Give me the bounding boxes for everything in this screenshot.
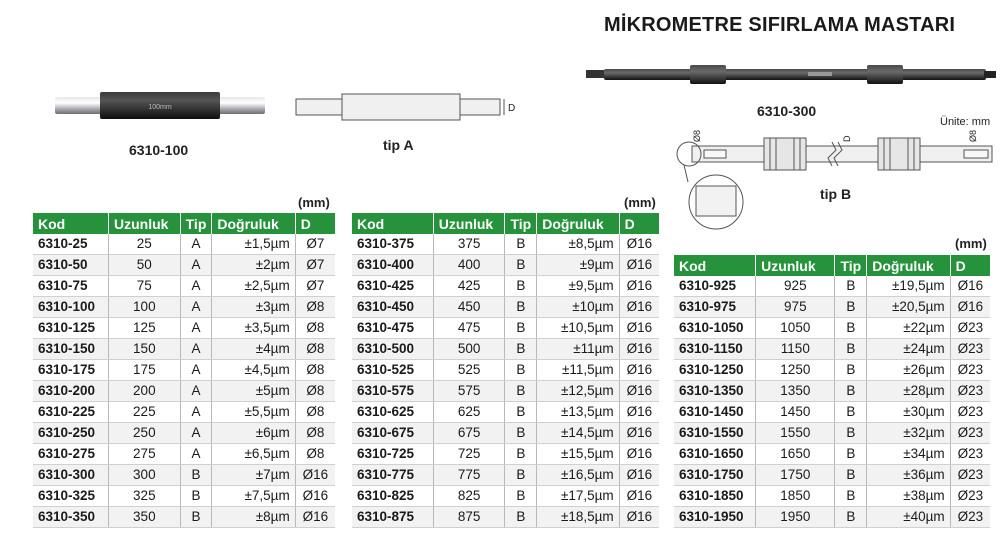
cell-dogruluk: ±2,5µm bbox=[212, 276, 295, 297]
table-row bbox=[352, 255, 659, 276]
cell-dogruluk: ±19,5µm bbox=[867, 276, 950, 297]
cell-d: Ø7 bbox=[295, 255, 335, 276]
cell-uzunluk: 825 bbox=[433, 486, 505, 507]
rod-300-image bbox=[586, 62, 998, 88]
table-row bbox=[352, 318, 659, 339]
cell-kod: 6310-175 bbox=[33, 360, 109, 381]
cell-dogruluk: ±11,5µm bbox=[537, 360, 619, 381]
cell-dogruluk: ±8µm bbox=[212, 507, 295, 528]
cell-d: Ø7 bbox=[295, 234, 335, 255]
cell-d: Ø16 bbox=[295, 507, 335, 528]
table-row bbox=[352, 486, 659, 507]
cell-kod: 6310-150 bbox=[33, 339, 109, 360]
table-header-row bbox=[352, 213, 659, 234]
cell-d: Ø23 bbox=[950, 444, 990, 465]
cell-dogruluk: ±18,5µm bbox=[537, 507, 619, 528]
table-row bbox=[352, 297, 659, 318]
cell-dogruluk: ±30µm bbox=[867, 402, 950, 423]
table-row bbox=[674, 297, 990, 318]
cell-kod: 6310-825 bbox=[352, 486, 433, 507]
cell-kod: 6310-775 bbox=[352, 465, 433, 486]
table-row bbox=[674, 465, 990, 486]
cell-tip: B bbox=[505, 339, 537, 360]
unit-note: Ünite: mm bbox=[940, 116, 991, 128]
column-header-uzunluk: Uzunluk bbox=[109, 213, 181, 234]
table-row bbox=[674, 486, 990, 507]
cell-uzunluk: 1950 bbox=[756, 507, 835, 528]
cell-uzunluk: 1450 bbox=[756, 402, 835, 423]
cell-dogruluk: ±2µm bbox=[212, 255, 295, 276]
cell-uzunluk: 150 bbox=[109, 339, 181, 360]
table-header-row bbox=[33, 213, 335, 234]
table-row bbox=[33, 339, 335, 360]
cell-d: Ø8 bbox=[295, 360, 335, 381]
cell-d: Ø16 bbox=[619, 360, 659, 381]
cell-dogruluk: ±11µm bbox=[537, 339, 619, 360]
cell-kod: 6310-1750 bbox=[674, 465, 756, 486]
cell-d: Ø7 bbox=[295, 276, 335, 297]
cell-d: Ø23 bbox=[950, 339, 990, 360]
cell-uzunluk: 300 bbox=[109, 465, 181, 486]
cell-tip: A bbox=[180, 339, 212, 360]
cell-uzunluk: 75 bbox=[109, 276, 181, 297]
cell-kod: 6310-75 bbox=[33, 276, 109, 297]
cell-dogruluk: ±9µm bbox=[537, 255, 619, 276]
cell-tip: B bbox=[835, 507, 867, 528]
cell-kod: 6310-1050 bbox=[674, 318, 756, 339]
cell-uzunluk: 200 bbox=[109, 381, 181, 402]
column-header-d: D bbox=[295, 213, 335, 234]
cell-kod: 6310-675 bbox=[352, 423, 433, 444]
table-row bbox=[33, 465, 335, 486]
cell-kod: 6310-1850 bbox=[674, 486, 756, 507]
table-row bbox=[33, 402, 335, 423]
cell-d: Ø8 bbox=[295, 297, 335, 318]
table-row bbox=[352, 381, 659, 402]
cell-tip: B bbox=[505, 381, 537, 402]
column-header-d: D bbox=[619, 213, 659, 234]
column-header-kod: Kod bbox=[674, 255, 756, 276]
table-row bbox=[352, 339, 659, 360]
cell-d: Ø23 bbox=[950, 486, 990, 507]
table-row bbox=[33, 444, 335, 465]
rod-100-caption: 6310-100 bbox=[129, 142, 189, 158]
cell-dogruluk: ±38µm bbox=[867, 486, 950, 507]
cell-d: Ø8 bbox=[295, 423, 335, 444]
cell-uzunluk: 1550 bbox=[756, 423, 835, 444]
cell-dogruluk: ±40µm bbox=[867, 507, 950, 528]
cell-kod: 6310-1550 bbox=[674, 423, 756, 444]
cell-kod: 6310-500 bbox=[352, 339, 433, 360]
cell-uzunluk: 525 bbox=[433, 360, 505, 381]
cell-tip: A bbox=[180, 381, 212, 402]
table-header-row bbox=[674, 255, 990, 276]
cell-kod: 6310-400 bbox=[352, 255, 433, 276]
cell-kod: 6310-100 bbox=[33, 297, 109, 318]
cell-d: Ø23 bbox=[950, 318, 990, 339]
cell-kod: 6310-925 bbox=[674, 276, 756, 297]
cell-tip: B bbox=[505, 507, 537, 528]
cell-dogruluk: ±17,5µm bbox=[537, 486, 619, 507]
table-row bbox=[33, 276, 335, 297]
cell-tip: B bbox=[505, 444, 537, 465]
cell-tip: A bbox=[180, 402, 212, 423]
cell-kod: 6310-875 bbox=[352, 507, 433, 528]
cell-dogruluk: ±4,5µm bbox=[212, 360, 295, 381]
table-row bbox=[33, 297, 335, 318]
cell-uzunluk: 675 bbox=[433, 423, 505, 444]
cell-d: Ø16 bbox=[950, 276, 990, 297]
cell-dogruluk: ±5,5µm bbox=[212, 402, 295, 423]
cell-kod: 6310-275 bbox=[33, 444, 109, 465]
table-row bbox=[33, 318, 335, 339]
tip-b-drawing bbox=[664, 128, 996, 230]
cell-uzunluk: 500 bbox=[433, 339, 505, 360]
cell-uzunluk: 400 bbox=[433, 255, 505, 276]
cell-uzunluk: 175 bbox=[109, 360, 181, 381]
cell-kod: 6310-1150 bbox=[674, 339, 756, 360]
cell-kod: 6310-1250 bbox=[674, 360, 756, 381]
cell-d: Ø8 bbox=[295, 444, 335, 465]
cell-dogruluk: ±24µm bbox=[867, 339, 950, 360]
cell-kod: 6310-250 bbox=[33, 423, 109, 444]
tip-b-dimension-left: Ø8 bbox=[692, 129, 702, 142]
cell-dogruluk: ±1,5µm bbox=[212, 234, 295, 255]
table-row bbox=[33, 360, 335, 381]
table-row bbox=[674, 381, 990, 402]
cell-dogruluk: ±16,5µm bbox=[537, 465, 619, 486]
cell-tip: B bbox=[505, 318, 537, 339]
cell-uzunluk: 625 bbox=[433, 402, 505, 423]
cell-d: Ø8 bbox=[295, 402, 335, 423]
cell-uzunluk: 125 bbox=[109, 318, 181, 339]
cell-uzunluk: 775 bbox=[433, 465, 505, 486]
table-row bbox=[352, 423, 659, 444]
cell-d: Ø23 bbox=[950, 423, 990, 444]
tip-a-dimension-label: D bbox=[508, 103, 516, 114]
cell-tip: B bbox=[180, 507, 212, 528]
cell-dogruluk: ±3µm bbox=[212, 297, 295, 318]
table-row bbox=[674, 507, 990, 528]
cell-dogruluk: ±10µm bbox=[537, 297, 619, 318]
table-row bbox=[674, 444, 990, 465]
cell-tip: B bbox=[835, 465, 867, 486]
table-row bbox=[674, 360, 990, 381]
cell-tip: B bbox=[505, 297, 537, 318]
cell-d: Ø23 bbox=[950, 465, 990, 486]
tip-b-caption: tip B bbox=[820, 186, 852, 202]
cell-kod: 6310-625 bbox=[352, 402, 433, 423]
column-header-kod: Kod bbox=[33, 213, 109, 234]
cell-tip: B bbox=[505, 465, 537, 486]
cell-dogruluk: ±36µm bbox=[867, 465, 950, 486]
table-row bbox=[33, 486, 335, 507]
cell-tip: B bbox=[835, 339, 867, 360]
table-3-unit: (mm) bbox=[955, 236, 987, 251]
table-row bbox=[674, 402, 990, 423]
cell-tip: A bbox=[180, 234, 212, 255]
cell-kod: 6310-450 bbox=[352, 297, 433, 318]
cell-dogruluk: ±26µm bbox=[867, 360, 950, 381]
cell-dogruluk: ±14,5µm bbox=[537, 423, 619, 444]
cell-tip: B bbox=[180, 486, 212, 507]
cell-uzunluk: 475 bbox=[433, 318, 505, 339]
cell-d: Ø8 bbox=[295, 381, 335, 402]
tip-a-caption: tip A bbox=[383, 137, 414, 153]
cell-tip: A bbox=[180, 444, 212, 465]
cell-dogruluk: ±15,5µm bbox=[537, 444, 619, 465]
column-header-uzunluk: Uzunluk bbox=[756, 255, 835, 276]
cell-kod: 6310-1650 bbox=[674, 444, 756, 465]
cell-kod: 6310-525 bbox=[352, 360, 433, 381]
cell-tip: A bbox=[180, 318, 212, 339]
table-row bbox=[33, 255, 335, 276]
cell-kod: 6310-425 bbox=[352, 276, 433, 297]
cell-uzunluk: 325 bbox=[109, 486, 181, 507]
cell-uzunluk: 1850 bbox=[756, 486, 835, 507]
cell-uzunluk: 275 bbox=[109, 444, 181, 465]
cell-uzunluk: 1150 bbox=[756, 339, 835, 360]
table-2-unit: (mm) bbox=[624, 195, 656, 210]
cell-kod: 6310-1450 bbox=[674, 402, 756, 423]
rod-300-caption: 6310-300 bbox=[757, 103, 817, 119]
cell-dogruluk: ±22µm bbox=[867, 318, 950, 339]
table-row bbox=[352, 276, 659, 297]
cell-uzunluk: 725 bbox=[433, 444, 505, 465]
cell-kod: 6310-225 bbox=[33, 402, 109, 423]
cell-uzunluk: 1250 bbox=[756, 360, 835, 381]
table-row bbox=[33, 423, 335, 444]
cell-uzunluk: 1650 bbox=[756, 444, 835, 465]
cell-uzunluk: 350 bbox=[109, 507, 181, 528]
cell-d: Ø16 bbox=[619, 423, 659, 444]
table-row bbox=[674, 423, 990, 444]
cell-dogruluk: ±20,5µm bbox=[867, 297, 950, 318]
cell-d: Ø16 bbox=[619, 402, 659, 423]
cell-kod: 6310-200 bbox=[33, 381, 109, 402]
rod-100-engraving: 100mm bbox=[148, 104, 172, 111]
cell-dogruluk: ±3,5µm bbox=[212, 318, 295, 339]
table-row bbox=[352, 507, 659, 528]
cell-uzunluk: 875 bbox=[433, 507, 505, 528]
cell-tip: B bbox=[505, 276, 537, 297]
cell-dogruluk: ±34µm bbox=[867, 444, 950, 465]
cell-tip: B bbox=[505, 255, 537, 276]
cell-uzunluk: 1050 bbox=[756, 318, 835, 339]
cell-dogruluk: ±28µm bbox=[867, 381, 950, 402]
cell-uzunluk: 575 bbox=[433, 381, 505, 402]
cell-uzunluk: 25 bbox=[109, 234, 181, 255]
table-row bbox=[674, 276, 990, 297]
cell-dogruluk: ±6,5µm bbox=[212, 444, 295, 465]
cell-dogruluk: ±9,5µm bbox=[537, 276, 619, 297]
cell-uzunluk: 250 bbox=[109, 423, 181, 444]
table-1-unit: (mm) bbox=[298, 195, 330, 210]
cell-d: Ø8 bbox=[295, 339, 335, 360]
cell-d: Ø16 bbox=[619, 381, 659, 402]
cell-kod: 6310-325 bbox=[33, 486, 109, 507]
cell-d: Ø16 bbox=[619, 507, 659, 528]
cell-tip: B bbox=[835, 402, 867, 423]
table-row bbox=[674, 318, 990, 339]
cell-uzunluk: 100 bbox=[109, 297, 181, 318]
cell-tip: B bbox=[835, 318, 867, 339]
cell-d: Ø16 bbox=[619, 234, 659, 255]
column-header-uzunluk: Uzunluk bbox=[433, 213, 505, 234]
cell-tip: B bbox=[835, 486, 867, 507]
cell-d: Ø16 bbox=[619, 276, 659, 297]
cell-kod: 6310-25 bbox=[33, 234, 109, 255]
cell-tip: B bbox=[835, 360, 867, 381]
cell-d: Ø16 bbox=[619, 486, 659, 507]
cell-dogruluk: ±7µm bbox=[212, 465, 295, 486]
cell-uzunluk: 225 bbox=[109, 402, 181, 423]
cell-kod: 6310-300 bbox=[33, 465, 109, 486]
cell-tip: B bbox=[505, 234, 537, 255]
cell-tip: B bbox=[835, 444, 867, 465]
cell-uzunluk: 450 bbox=[433, 297, 505, 318]
cell-kod: 6310-1350 bbox=[674, 381, 756, 402]
cell-d: Ø16 bbox=[619, 339, 659, 360]
cell-dogruluk: ±4µm bbox=[212, 339, 295, 360]
spec-table-2 bbox=[352, 213, 659, 528]
cell-uzunluk: 375 bbox=[433, 234, 505, 255]
cell-tip: A bbox=[180, 255, 212, 276]
cell-d: Ø16 bbox=[619, 465, 659, 486]
column-header-tip: Tip bbox=[180, 213, 212, 234]
tip-a-drawing bbox=[294, 90, 522, 126]
tip-b-dimension-mid: D bbox=[842, 135, 852, 142]
cell-dogruluk: ±10,5µm bbox=[537, 318, 619, 339]
column-header-d: D bbox=[950, 255, 990, 276]
table-row bbox=[352, 234, 659, 255]
cell-tip: B bbox=[180, 465, 212, 486]
column-header-tip: Tip bbox=[505, 213, 537, 234]
cell-kod: 6310-475 bbox=[352, 318, 433, 339]
cell-kod: 6310-375 bbox=[352, 234, 433, 255]
cell-dogruluk: ±32µm bbox=[867, 423, 950, 444]
cell-d: Ø23 bbox=[950, 360, 990, 381]
cell-d: Ø16 bbox=[295, 486, 335, 507]
spec-table-3 bbox=[674, 255, 990, 528]
table-row bbox=[33, 234, 335, 255]
cell-d: Ø16 bbox=[619, 318, 659, 339]
cell-tip: A bbox=[180, 360, 212, 381]
cell-tip: B bbox=[835, 297, 867, 318]
cell-d: Ø16 bbox=[950, 297, 990, 318]
cell-tip: A bbox=[180, 297, 212, 318]
cell-dogruluk: ±12,5µm bbox=[537, 381, 619, 402]
table-row bbox=[33, 381, 335, 402]
column-header-dogruluk: Doğruluk bbox=[212, 213, 295, 234]
cell-uzunluk: 425 bbox=[433, 276, 505, 297]
cell-uzunluk: 925 bbox=[756, 276, 835, 297]
cell-d: Ø23 bbox=[950, 381, 990, 402]
cell-tip: B bbox=[835, 276, 867, 297]
tip-b-dimension-right: Ø8 bbox=[968, 129, 978, 142]
cell-dogruluk: ±7,5µm bbox=[212, 486, 295, 507]
column-header-tip: Tip bbox=[835, 255, 867, 276]
cell-tip: A bbox=[180, 423, 212, 444]
cell-tip: B bbox=[505, 486, 537, 507]
cell-tip: A bbox=[180, 276, 212, 297]
cell-kod: 6310-975 bbox=[674, 297, 756, 318]
table-row bbox=[352, 360, 659, 381]
cell-kod: 6310-350 bbox=[33, 507, 109, 528]
cell-tip: B bbox=[835, 423, 867, 444]
cell-kod: 6310-575 bbox=[352, 381, 433, 402]
cell-d: Ø8 bbox=[295, 318, 335, 339]
cell-d: Ø16 bbox=[619, 297, 659, 318]
cell-dogruluk: ±8,5µm bbox=[537, 234, 619, 255]
cell-tip: B bbox=[505, 360, 537, 381]
cell-tip: B bbox=[505, 402, 537, 423]
cell-dogruluk: ±5µm bbox=[212, 381, 295, 402]
cell-uzunluk: 975 bbox=[756, 297, 835, 318]
table-row bbox=[352, 444, 659, 465]
cell-kod: 6310-125 bbox=[33, 318, 109, 339]
rod-100-image bbox=[55, 88, 265, 122]
cell-uzunluk: 1750 bbox=[756, 465, 835, 486]
cell-d: Ø23 bbox=[950, 402, 990, 423]
cell-kod: 6310-50 bbox=[33, 255, 109, 276]
cell-d: Ø23 bbox=[950, 507, 990, 528]
page-title: MİKROMETRE SIFIRLAMA MASTARI bbox=[604, 14, 956, 36]
cell-d: Ø16 bbox=[619, 444, 659, 465]
column-header-dogruluk: Doğruluk bbox=[537, 213, 619, 234]
cell-uzunluk: 50 bbox=[109, 255, 181, 276]
spec-table-1 bbox=[33, 213, 335, 528]
table-row bbox=[33, 507, 335, 528]
table-row bbox=[352, 402, 659, 423]
cell-dogruluk: ±6µm bbox=[212, 423, 295, 444]
cell-kod: 6310-1950 bbox=[674, 507, 756, 528]
table-row bbox=[674, 339, 990, 360]
cell-uzunluk: 1350 bbox=[756, 381, 835, 402]
column-header-dogruluk: Doğruluk bbox=[867, 255, 950, 276]
cell-tip: B bbox=[505, 423, 537, 444]
table-row bbox=[352, 465, 659, 486]
cell-tip: B bbox=[835, 381, 867, 402]
cell-kod: 6310-725 bbox=[352, 444, 433, 465]
cell-d: Ø16 bbox=[619, 255, 659, 276]
cell-dogruluk: ±13,5µm bbox=[537, 402, 619, 423]
column-header-kod: Kod bbox=[352, 213, 433, 234]
cell-d: Ø16 bbox=[295, 465, 335, 486]
